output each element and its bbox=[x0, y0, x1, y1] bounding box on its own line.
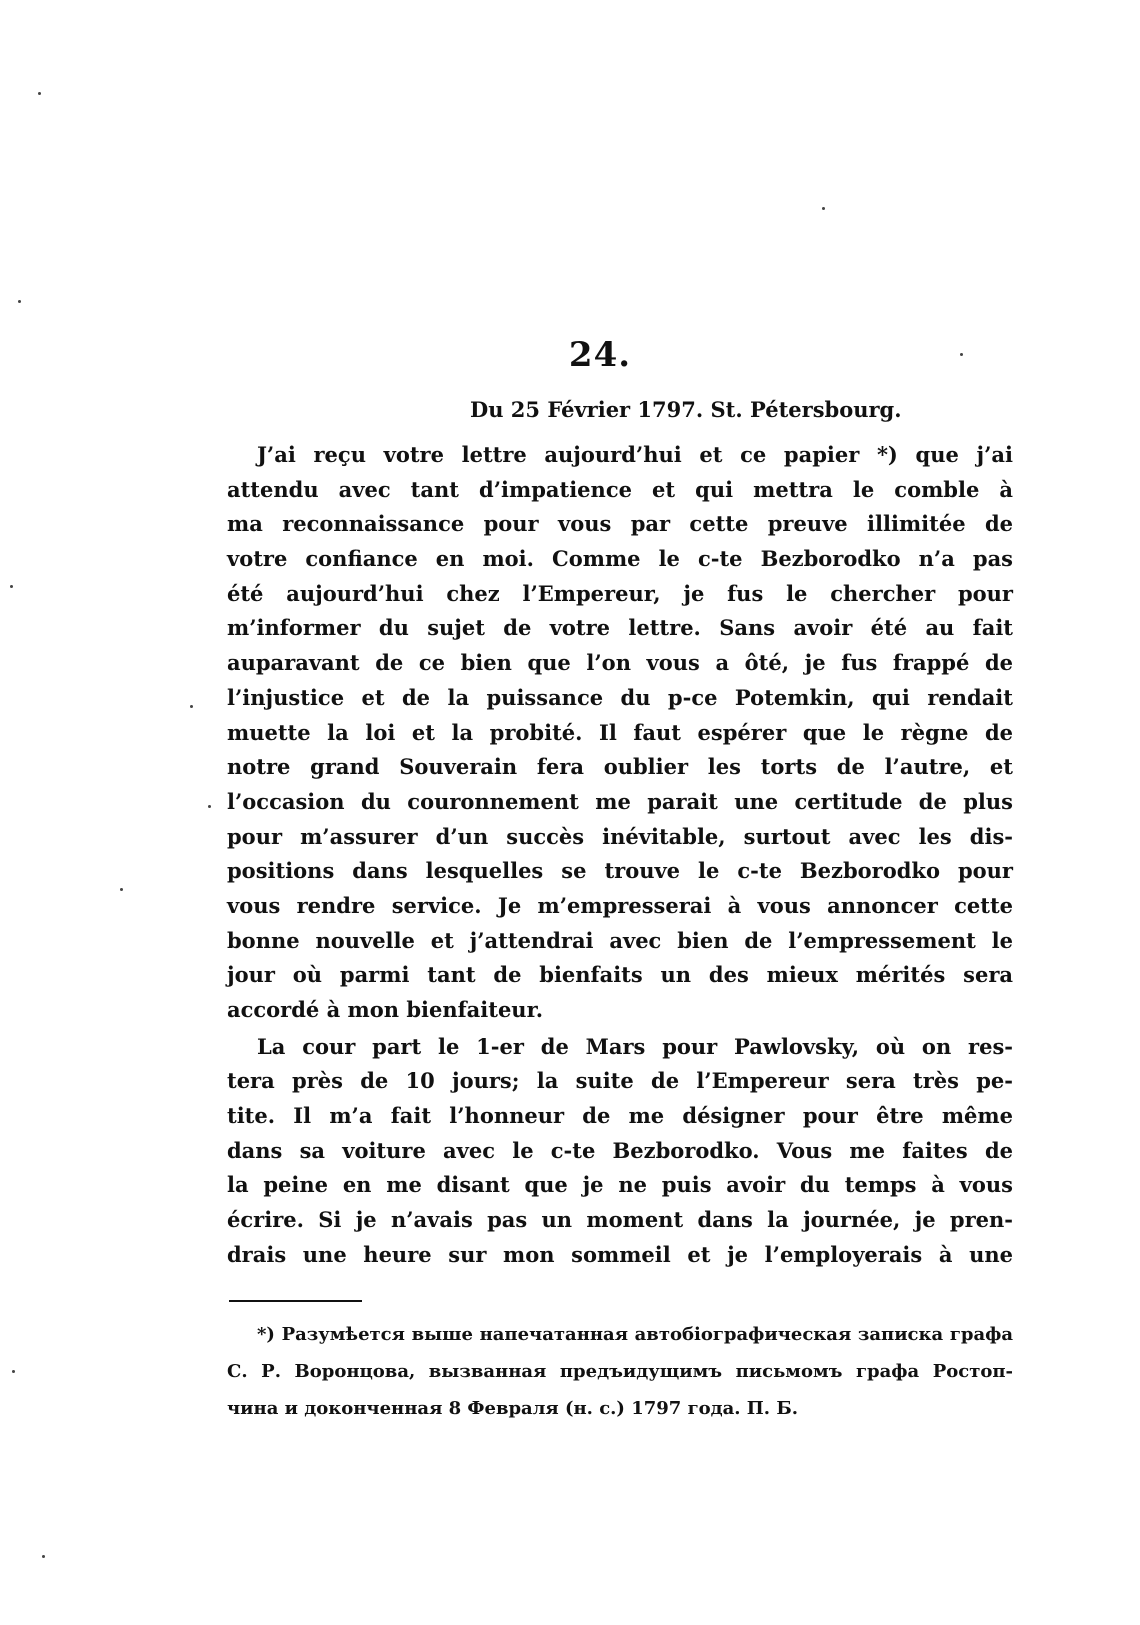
text-line: tera près de 10 jours; la suite de l’Empereur sera très pe- bbox=[227, 1068, 1013, 1094]
scan-speck bbox=[208, 805, 211, 808]
text-line: bonne nouvelle et j’attendrai avec bien de l’empressement le bbox=[227, 927, 1013, 953]
scan-speck bbox=[190, 705, 193, 708]
text-line: la peine en me disant que je ne puis avoir du temps à vous bbox=[227, 1172, 1013, 1198]
letter-dateline: Du 25 Février 1797. St. Pétersbourg. bbox=[470, 397, 902, 422]
letter-body bbox=[227, 438, 1013, 1273]
text-line: ma reconnaissance pour vous par cette preuve illimitée de bbox=[227, 511, 1013, 537]
text-line: pour m’assurer d’un succès inévitable, surtout avec les dis- bbox=[227, 823, 1013, 849]
footnote-line: *) Разумѣется выше напечатанная автобіографическая записка графа bbox=[257, 1324, 1013, 1345]
text-line: été aujourd’hui chez l’Empereur, je fus le chercher pour bbox=[227, 580, 1013, 606]
text-line: vous rendre service. Je m’empresserai à vous annoncer cette bbox=[227, 892, 1013, 918]
scan-speck bbox=[822, 207, 825, 210]
footnote-line: чина и доконченная 8 Февраля (н. с.) 1797 года. П. Б. bbox=[227, 1398, 798, 1419]
footnote-divider bbox=[229, 1300, 362, 1302]
text-line: l’injustice et de la puissance du p-ce Potemkin, qui rendait bbox=[227, 684, 1013, 710]
text-line: votre confiance en moi. Comme le c-te Bezborodko n’a pas bbox=[227, 546, 1013, 572]
text-line: m’informer du sujet de votre lettre. Sans avoir été au fait bbox=[227, 615, 1013, 641]
scan-speck bbox=[42, 1555, 45, 1558]
text-line: drais une heure sur mon sommeil et je l’employerais à une bbox=[227, 1241, 1013, 1267]
text-line: notre grand Souverain fera oublier les torts de l’autre, et bbox=[227, 754, 1013, 780]
text-line: auparavant de ce bien que l’on vous a ôté, je fus frappé de bbox=[227, 650, 1013, 676]
footnote-line: С. Р. Воронцова, вызванная предъидущимъ письмомъ графа Ростоп- bbox=[227, 1361, 1013, 1382]
text-line: l’occasion du couronnement me parait une certitude de plus bbox=[227, 788, 1013, 814]
text-line: positions dans lesquelles se trouve le c-te Bezborodko pour bbox=[227, 858, 1013, 884]
paragraph-1 bbox=[227, 438, 1013, 1028]
scan-speck bbox=[12, 1370, 15, 1373]
footnote bbox=[227, 1316, 1013, 1427]
text-line: La cour part le 1-er de Mars pour Pawlovsky, où on res- bbox=[257, 1033, 1013, 1059]
scan-speck bbox=[18, 300, 21, 303]
text-line: attendu avec tant d’impatience et qui mettra le comble à bbox=[227, 476, 1013, 502]
scan-speck bbox=[120, 888, 123, 891]
text-line: accordé à mon bienfaiteur. bbox=[227, 997, 544, 1022]
text-line: jour où parmi tant de bienfaits un des mieux mérités sera bbox=[227, 962, 1013, 988]
text-line: tite. Il m’a fait l’honneur de me désigner pour être même bbox=[227, 1103, 1013, 1129]
text-line: J’ai reçu votre lettre aujourd’hui et ce papier *) que j’ai bbox=[257, 442, 1013, 467]
scan-speck bbox=[38, 92, 41, 95]
scan-speck bbox=[10, 585, 13, 588]
letter-number: 24. bbox=[568, 335, 632, 375]
text-line: écrire. Si je n’avais pas un moment dans la journée, je pren- bbox=[227, 1207, 1013, 1233]
paragraph-2 bbox=[227, 1030, 1013, 1273]
text-line: dans sa voiture avec le c-te Bezborodko. Vous me faites de bbox=[227, 1137, 1013, 1163]
text-line: muette la loi et la probité. Il faut espérer que le règne de bbox=[227, 719, 1013, 745]
